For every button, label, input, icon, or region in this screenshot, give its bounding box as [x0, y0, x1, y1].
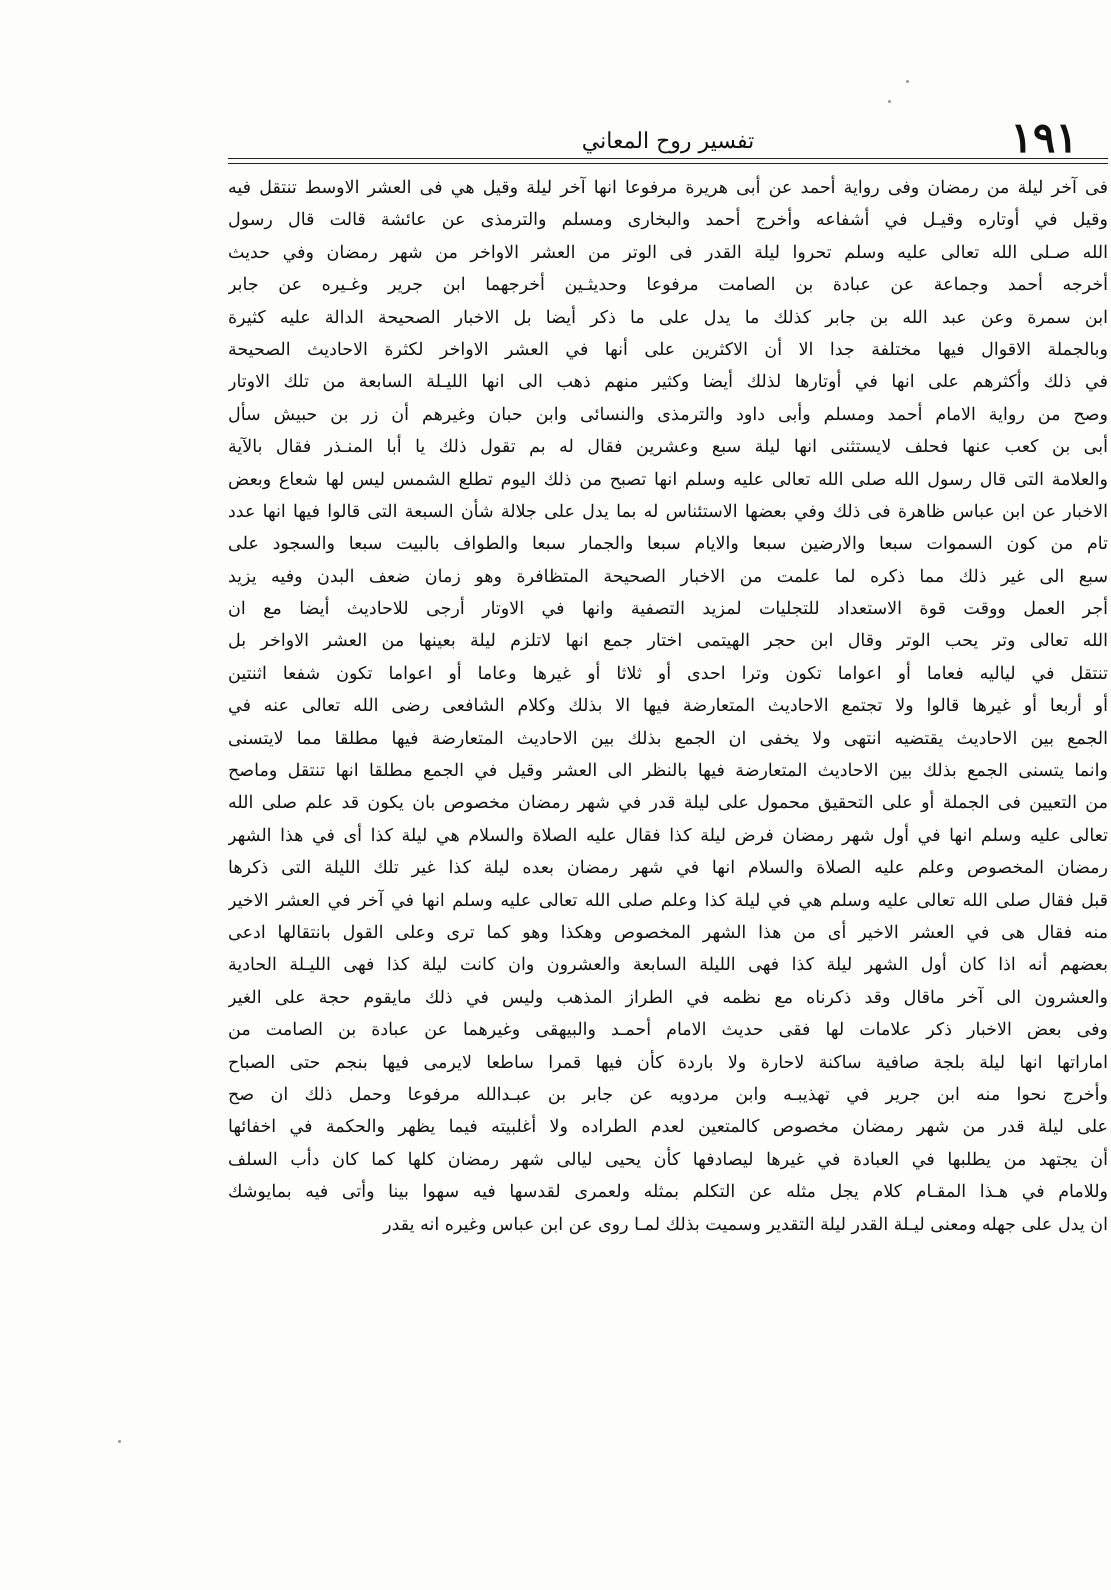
text-line: سبع الى غير ذلك مما ذكره لما علمت من الاخبار الصحيحة المتظافرة وهو زمان ضعف البدن وفيه يزيد [228, 566, 1108, 587]
text-line: تنتقل في لياليه فعاما أو اعواما تكون وترا احدى أو ثلاثا أو غيرها وعاما أو اعواما تكون شفعا اثنتين [228, 663, 1108, 684]
scan-speck [888, 100, 891, 103]
text-line: في ذلك وأكثرهم على انها في أوتارها لذلك أيضا وكثير منهم ذهب الى انها الليـلة السابعة من تلك الاوتار [228, 372, 1108, 393]
text-line: أو أربعا أو غيرها قالوا ولا تجتمع الاحاديث المتعارضة فيها الا بذلك وكلام الشافعى رضى الله تعالى عنه في [228, 696, 1108, 717]
text-line: فى آخر ليلة من رمضان وفى رواية أحمد عن أبى هريرة مرفوعا انها آخر ليلة وقيل هي فى العشر الاوسط تنتقل فيه [228, 178, 1108, 198]
text-line: الله صـلى الله تعالى عليه وسلم تحروا ليلة القدر فى الوتر من العشر الاواخر من شهر رمضان وفي حديث [228, 242, 1108, 263]
body-text [228, 172, 1108, 1241]
page-header [228, 113, 1108, 162]
text-line: وقيل في أوتاره وقيـل في أشفاعه وأخرج أحمد والبخارى ومسلم والترمذى عن عائشة قالت قال رسول [228, 210, 1108, 231]
text-line: تعالى عليه وسلم انها في أول شهر رمضان فرض ليلة كذا فقال عليه الصلاة والسلام هي ليلة كذا أى في هذا الشهر [228, 825, 1108, 846]
text-line: بعضهم أنه اذا كان أول الشهر ليلة كذا فهى الليلة السابعة والعشرون وان كانت ليلة كذا فهى الليـلة الحادية [228, 955, 1108, 976]
text-line: وأخرج نحوا منه ابن جرير في تهذيبـه وابن مردويه عن جابر بن عبـدالله مرفوعا وحمل ذلك ان صح [228, 1084, 1108, 1105]
text-line: الله تعالى وتر يحب الوتر وقال ابن حجر الهيتمى اختار جمع انها لاتلزم ليلة بعينها من العشر الاواخر بل [228, 631, 1108, 652]
running-title: تفسير روح المعاني [581, 129, 755, 154]
text-line: أن يجتهد من يطلبها في العبادة في غيرها ليصادفها كأن يحيى ليالى شهر رمضان كلها كما كان دأب السلف [228, 1149, 1108, 1170]
text-line: منه فقال هى في العشر الاخير أى من هذا الشهر المخصوص وهكذا وهو كما ترى وعلى القول بانتقالها ادعى [228, 922, 1108, 943]
text-line: الجمع بين الاحاديث يقتضيه انتهى ولا يخفى ان الجمع بذلك بين الاحاديث المتعارضة فيها مطلقا مما لايتسنى [228, 728, 1108, 749]
text-line: وانما يتسنى الجمع بذلك بين الاحاديث المتعارضة فيها بالنظر الى العشر وقيل في الجمع مطلقا انها تنتقل وماصح [228, 761, 1108, 782]
header-rule-bottom [228, 163, 1108, 164]
text-line: وللامام في هـذا المقـام كلام يجل مثله عن التكلم بمثله ولعمرى لقدسها فيه سهوا بينا وأتى فيه بمايوشك [228, 1182, 1108, 1203]
header-rule-top [228, 158, 1108, 159]
text-line: على ليلة قدر من شهر رمضان مخصوص كالمتعين لعدم الطراده ولا أغلبيته فيما يظهر والحكمة في اخفائها [228, 1117, 1108, 1138]
text-line: أبى بن كعب عنها فحلف لايستثنى انها ليلة سبع وعشرين فقال له بم تقول ذلك يا أبا المنـذر فقال بالآية [228, 437, 1108, 458]
text-line: ان يدل على جهله ومعنى ليـلة القدر ليلة التقدير وسميت بذلك لمـا روى عن ابن عباس وغيره انه يقدر [383, 1214, 1108, 1235]
text-line: وفى بعض الاخبار ذكر علامات لها فقى حديث الامام أحمـد والبيهقى وغيرهما عن عبادة بن الصامت من [228, 1020, 1108, 1041]
text-line: ابن سمرة وعن عبد الله بن جابر كذلك ما يدل على ما ذكر أيضا بل الاخبار الصحيحة الدالة عليه كثيرة [228, 307, 1108, 328]
text-line: وبالجملة الاقوال فيها مختلفة جدا الا أن الاكثرين على أنها في العشر الاواخر لكثرة الاحاديث الصحيحة [228, 339, 1108, 360]
scan-speck [118, 1440, 121, 1443]
text-line: والعشرون الى آخر ماقال وقد ذكرناه مع نظمه في الطراز المذهب وليس في ذلك مايقوم حجة على الغير [228, 987, 1108, 1008]
text-line: تام من كون السموات سبعا والارضين سبعا والايام سبعا والجمار سبعا والطواف بالبيت سبعا والسجود على [228, 534, 1108, 555]
page-number: ١٩١ [1010, 113, 1078, 162]
text-line: أخرجه أحمد وجماعة عن عبادة بن الصامت مرفوعا وحديثـين أخرجهما ابن جرير وغـيره عن جابر [228, 275, 1108, 296]
text-line: اماراتها انها ليلة بلجة صافية ساكنة لاحارة ولا باردة كأن فيها قمرا ساطعا لايرمى فيها بنجم حتى الصباح [228, 1052, 1108, 1073]
text-line: وصح من رواية الامام أحمد ومسلم وأبى داود والترمذى والنسائى وابن حبان وغيرهم أن زر بن حبيش سأل [228, 404, 1108, 425]
text-line: من التعيين فى الجملة أو على التحقيق محمول على ليلة قدر في شهر رمضان مخصوص بان يكون قد علم صلى الله [228, 793, 1108, 814]
text-line: والعلامة التى قال رسول الله صلى الله تعالى عليه وسلم انها تصبح من ذلك اليوم تطلع الشمس ليس لها شعاع وبعض [228, 469, 1108, 490]
scan-speck [906, 80, 909, 83]
text-line: قبل فقال صلى الله تعالى عليه وسلم هي في ليلة كذا وعلم صلى الله تعالى عليه وسلم انها في آخر في العشر الاخير [228, 890, 1108, 911]
text-line: رمضان المخصوص وعلم عليه الصلاة والسلام انها في شهر رمضان بعده ليلة كذا غير تلك الليلة التى ذكرها [228, 858, 1108, 879]
text-line: أجر العمل ووقت قوة الاستعداد للتجليات لمزيد التصفية وانها في الاوتار أرجى للاحاديث أيضا مع ان [228, 599, 1108, 620]
text-line: الاخبار عن ابن عباس ظاهرة فى ذلك وفي بعضها الاستئناس له بما يدل على جلالة شأن السبعة التى قالوا فيها انها عدد [228, 501, 1108, 522]
